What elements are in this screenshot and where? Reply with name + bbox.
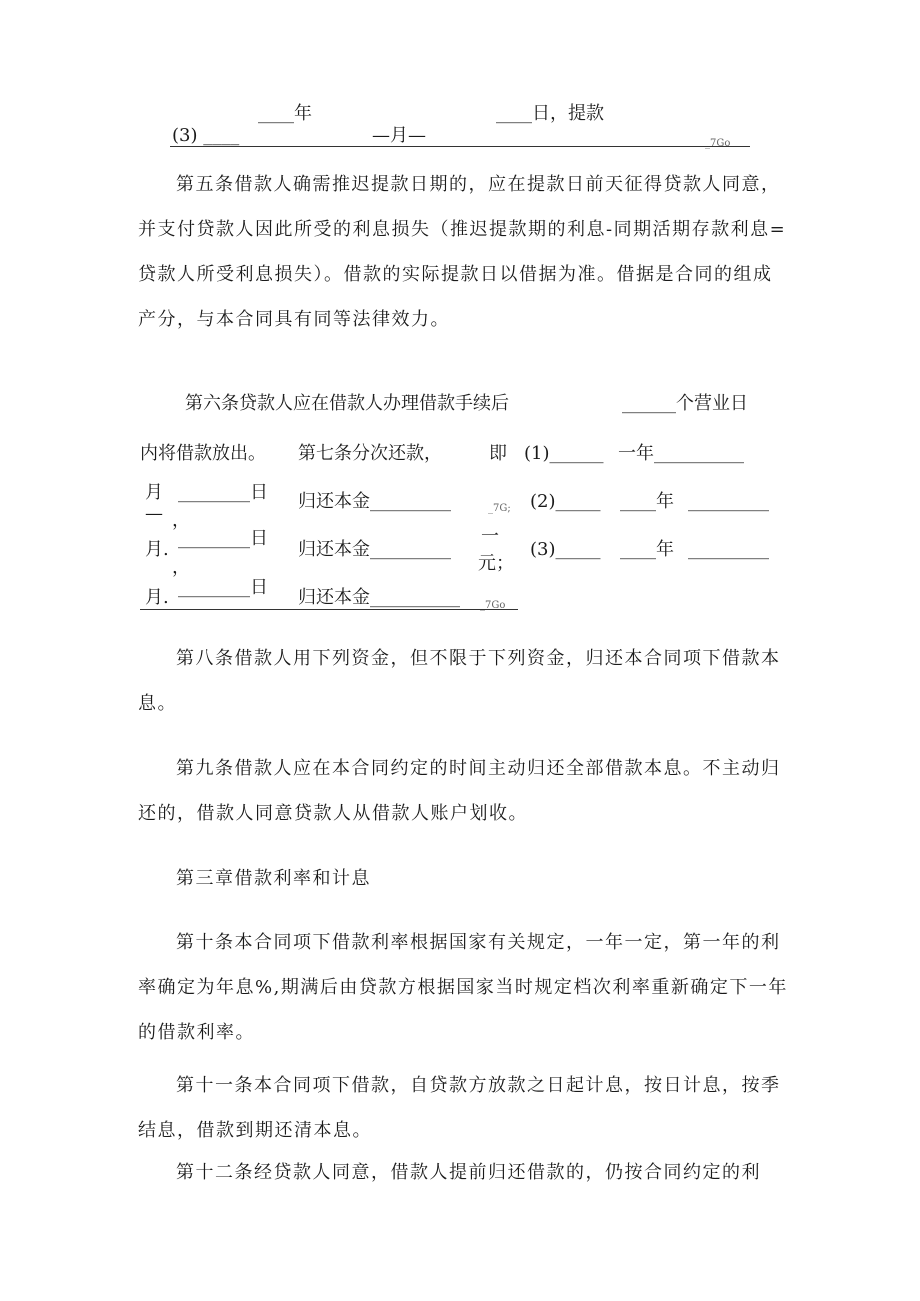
installment-1-year: 一年__________ xyxy=(618,443,744,464)
installment-3-unit: _7Go xyxy=(480,600,506,611)
installment-3-day: ________日 xyxy=(178,577,268,598)
article-9: 第九条借款人应在本合同约定的时间主动归还全部借款本息。不主动归还的，借款人同意贷款人从借款人账户划收。 xyxy=(138,758,781,824)
installment-2: (2)_____ xyxy=(530,491,601,512)
article-11: 第十一条本合同项下借款，自贷款方放款之日起计息，按日计息，按季结息，借款到期还清本息。 xyxy=(138,1075,781,1141)
article-6-days: ______个营业日 xyxy=(622,393,748,414)
row3-year: ____年 xyxy=(258,103,312,124)
installment-3-month: 月. xyxy=(145,587,169,608)
installment-1-comma: ， xyxy=(172,510,190,531)
article-7-title: 第七条分次还款， xyxy=(298,443,442,464)
row3-label: (3) ____ xyxy=(172,125,240,146)
installment-2-comma: ， xyxy=(172,557,190,578)
article-5: 第五条借款人确需推迟提款日期的，应在提款日前天征得贷款人同意，并支付贷款人因此所受的利息损失（推迟提款期的利息-同期活期存款利息=贷款人所受利息损失）。借款的实际提款日以借据为准。借据是合同的组成产分，与本合同具有同等法律效力。 xyxy=(138,174,787,330)
article-7-ji: 即 xyxy=(489,443,507,464)
installment-2-yi: 一 xyxy=(481,526,499,547)
installment-2-year: ____年 xyxy=(620,491,674,512)
installment-3-principal: 归还本金__________ xyxy=(298,587,460,608)
article-6-text: 第六条贷款人应在借款人办理借款手续后 xyxy=(185,393,509,414)
installment-2-month: 月. xyxy=(145,539,169,560)
article-6-tail: 内将借款放出。 xyxy=(140,443,266,464)
chapter-3-heading: 第三章借款利率和计息 xyxy=(176,868,371,889)
installment-3: (3)_____ xyxy=(530,539,601,560)
installment-1-dash: — xyxy=(145,503,163,524)
installment-3-tail: _________ xyxy=(688,539,769,560)
row3-day: ____日，提款 xyxy=(496,103,604,124)
installment-1-unit: _7G; xyxy=(488,503,511,514)
installment-2-principal: 归还本金_________ xyxy=(298,539,451,560)
installment-3-year: ____年 xyxy=(620,539,674,560)
installment-rule xyxy=(140,609,518,610)
article-8: 第八条借款人用下列资金，但不限于下列资金，归还本合同项下借款本息。 xyxy=(138,648,781,714)
installment-1-day: ________日 xyxy=(178,482,268,503)
row3-month: —月— xyxy=(372,125,426,146)
article-12: 第十二条经贷款人同意，借款人提前归还借款的，仍按合同约定的利 xyxy=(176,1162,761,1183)
installment-2-day: ________日 xyxy=(178,528,268,549)
installment-2-tail: _________ xyxy=(688,491,769,512)
row3-unit: _7Go xyxy=(705,138,731,149)
row3-rule xyxy=(170,146,750,147)
installment-1-principal: 归还本金_________ xyxy=(298,491,451,512)
installment-2-yuan: 元； xyxy=(478,553,514,574)
article-10: 第十条本合同项下借款利率根据国家有关规定，一年一定，第一年的利率确定为年息%,期满后由贷款方根据国家当时规定档次利率重新确定下一年的借款利率。 xyxy=(138,932,788,1043)
installment-1-month: 月 xyxy=(145,482,163,503)
installment-1: (1)______ xyxy=(524,443,604,464)
